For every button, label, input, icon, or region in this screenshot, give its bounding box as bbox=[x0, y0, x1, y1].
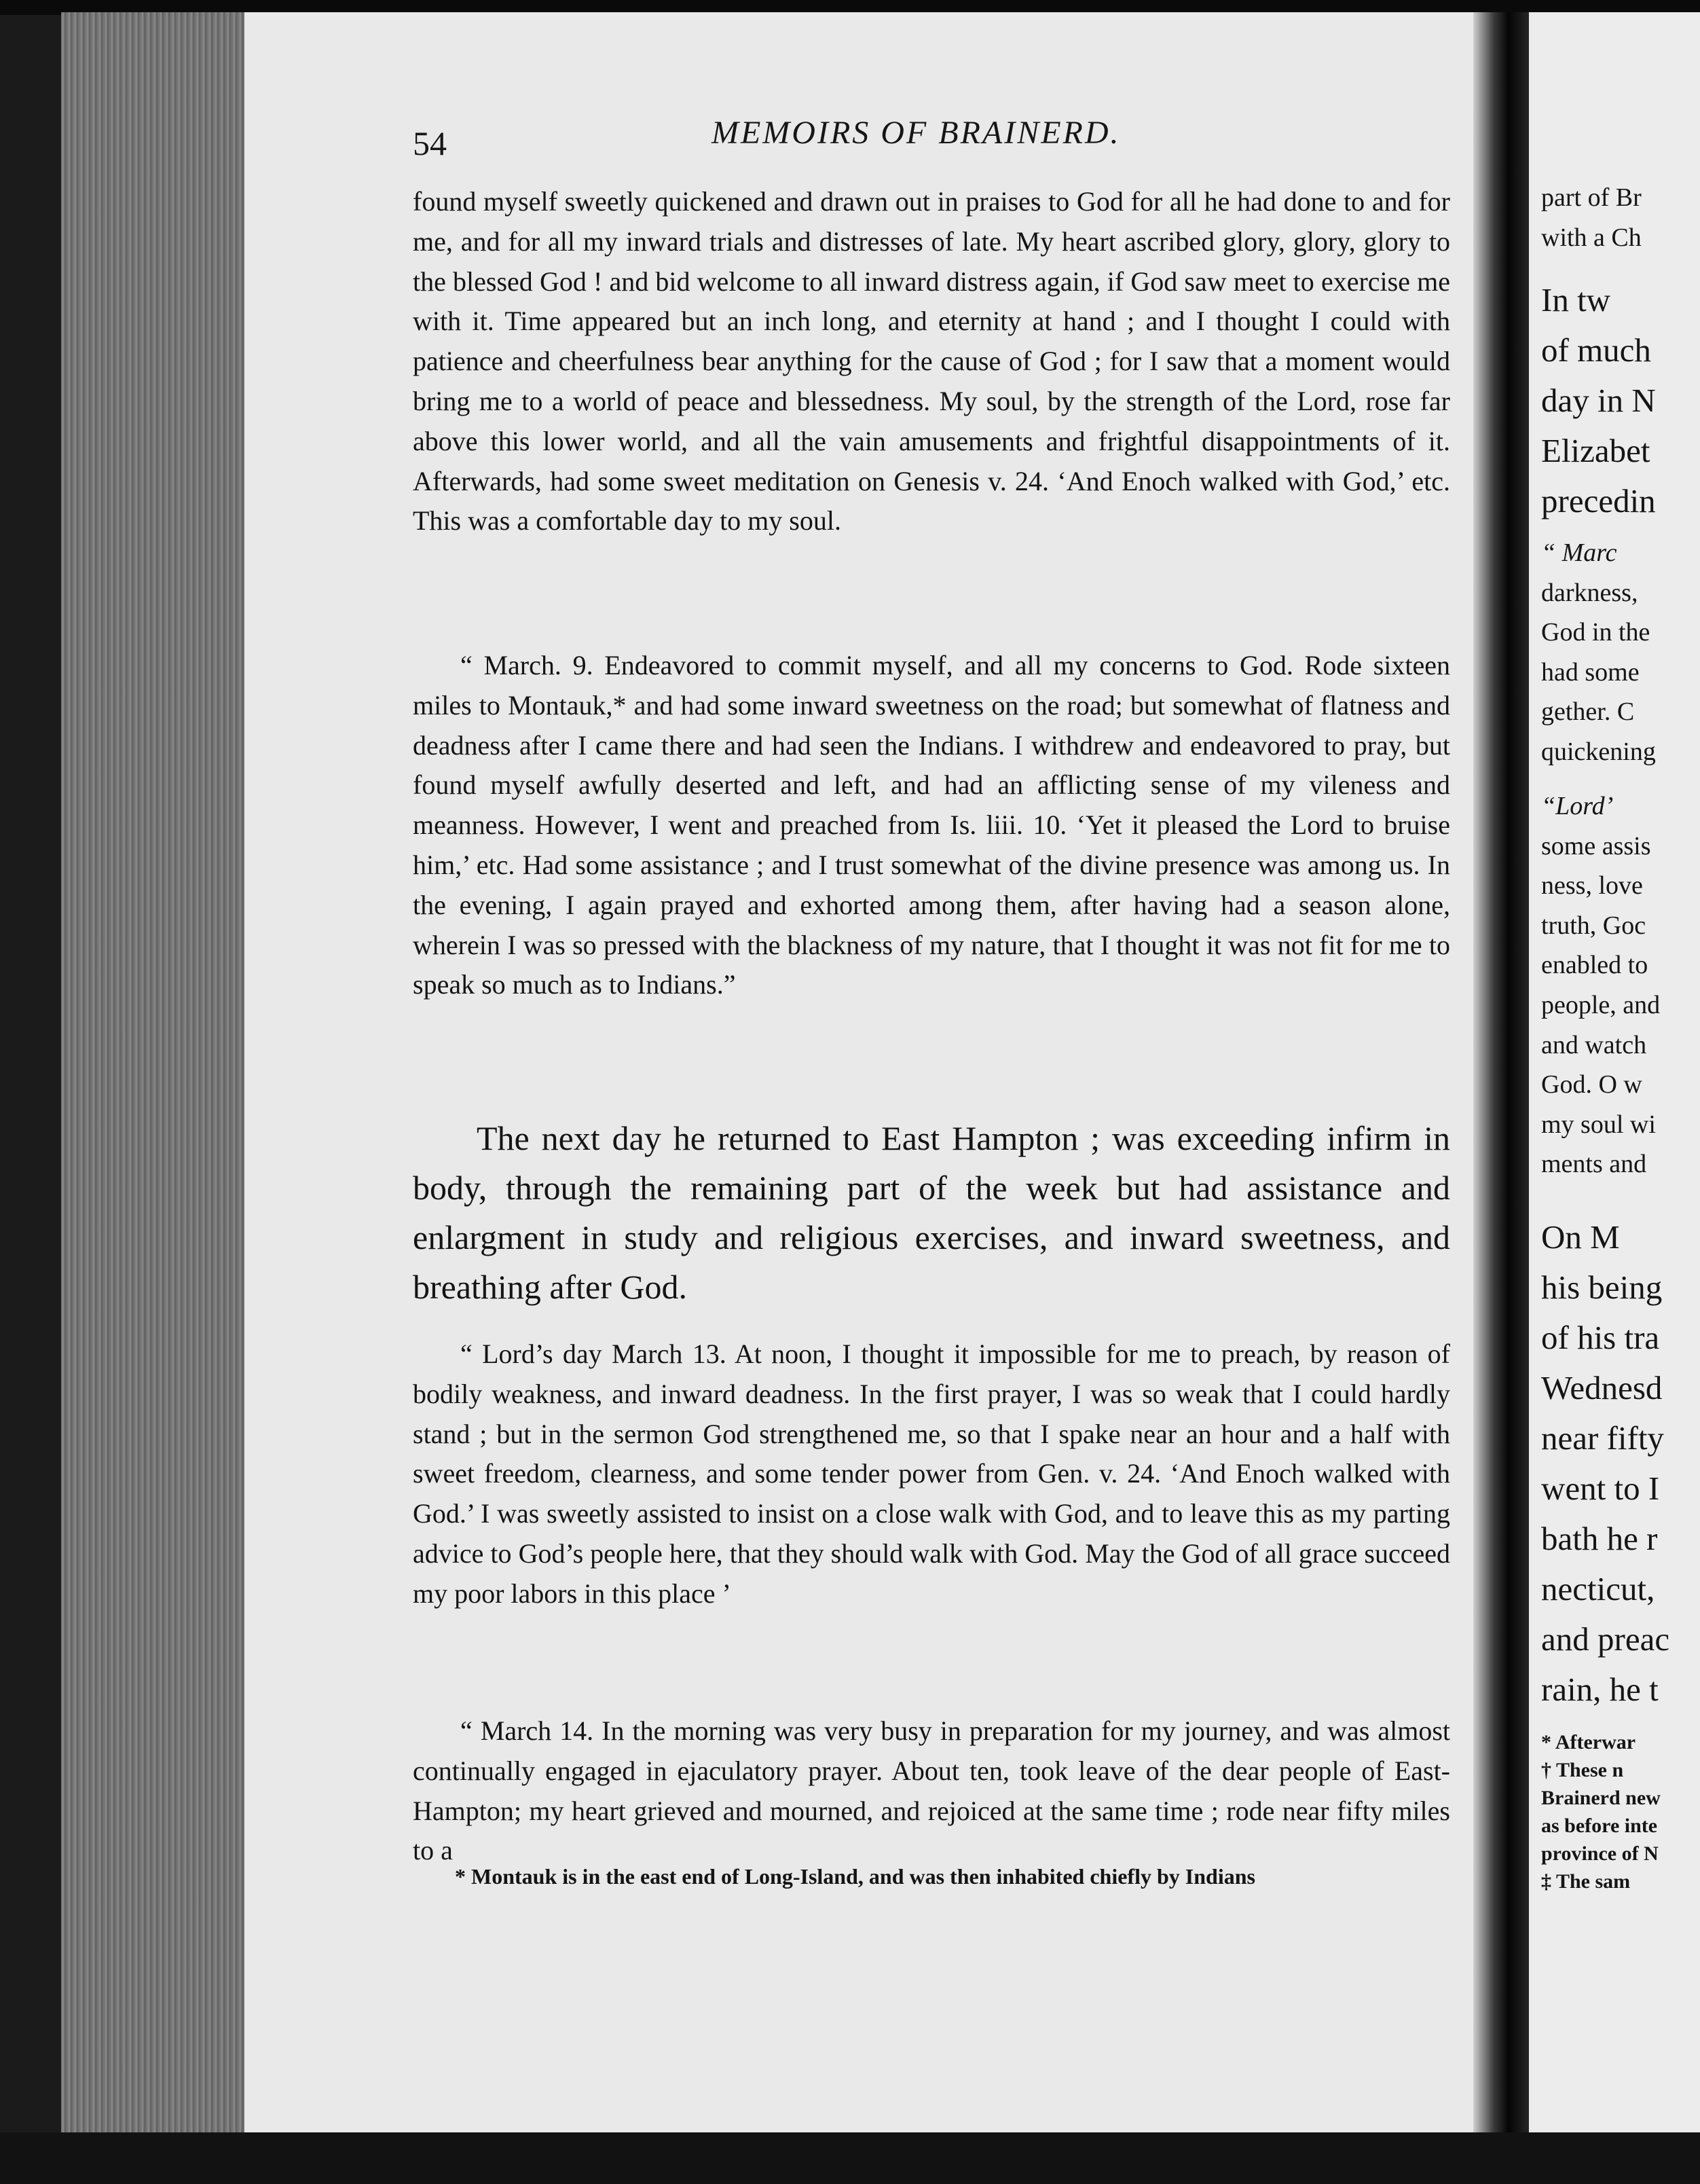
scan-bottom-edge bbox=[0, 2132, 1700, 2184]
right-line: God in the bbox=[1541, 618, 1650, 647]
right-line: God. O w bbox=[1541, 1070, 1642, 1099]
right-line: some assis bbox=[1541, 831, 1651, 860]
right-line: ments and bbox=[1541, 1150, 1647, 1179]
right-line: Wednesd bbox=[1541, 1369, 1663, 1406]
footnote: * Montauk is in the east end of Long-Island, and was then inhabited chiefly by Indians bbox=[455, 1864, 1255, 1889]
right-line: darkness, bbox=[1541, 578, 1638, 607]
paragraph-march-14: “ March 14. In the morning was very busy in preparation for my journey, and was almost continually engaged in ejaculatory prayer. About ten, took leave of the dear people of East-Hampton; my heart grieved and mourned, and rejoiced at the same time ; rode near fifty miles to a bbox=[413, 1715, 1450, 1866]
right-para-2 bbox=[1541, 533, 1700, 772]
right-line: and watch bbox=[1541, 1030, 1647, 1059]
right-footnote-line: province of N bbox=[1541, 1842, 1659, 1865]
right-footnote-line: * Afterwar bbox=[1541, 1731, 1636, 1753]
paragraph: found myself sweetly quickened and drawn out in praises to God for all he had done to and for me, and for all my inward trials and distresses of late. My heart ascribed glory, glory, glory to the blessed God ! and bid welcome to all inward distress again, if God saw meet to exercise me with it. Time appeared but an inch long, and eternity at hand ; and I thought I could with patience and cheerfulness bear anything for the cause of God ; for I saw that a moment would bring me to a world of peace and blessedness. My soul, by the strength of the Lord, rose far above this lower world, and all the vain amusements and frightful disappointments of it. Afterwards, had some sweet meditation on Genesis v. 24. ‘And Enoch walked with God,’ etc. This was a comfortable day to my soul. bbox=[413, 186, 1450, 536]
right-line: rain, he t bbox=[1541, 1671, 1659, 1708]
text-block-5 bbox=[413, 1711, 1450, 1871]
right-line: truth, Goc bbox=[1541, 911, 1646, 940]
right-line: necticut, bbox=[1541, 1570, 1655, 1607]
running-head: MEMOIRS OF BRAINERD. bbox=[712, 115, 1121, 151]
right-line: Elizabet bbox=[1541, 432, 1650, 469]
right-line: gether. C bbox=[1541, 697, 1635, 727]
page-number: 54 bbox=[413, 124, 447, 162]
right-line: near fifty bbox=[1541, 1419, 1664, 1457]
right-line: day in N bbox=[1541, 382, 1656, 419]
right-line: of much bbox=[1541, 331, 1651, 369]
page-header bbox=[413, 109, 1445, 163]
right-line: my soul wi bbox=[1541, 1110, 1656, 1139]
right-line: went to I bbox=[1541, 1470, 1660, 1507]
text-block-1 bbox=[413, 182, 1450, 541]
right-line: precedin bbox=[1541, 482, 1656, 520]
right-footnotes bbox=[1541, 1728, 1700, 1895]
right-footnote-line: ‡ The sam bbox=[1541, 1870, 1631, 1893]
right-line: and preac bbox=[1541, 1620, 1670, 1658]
right-para-4 bbox=[1541, 1212, 1700, 1715]
right-line: people, and bbox=[1541, 990, 1661, 1019]
right-line: “Lord’ bbox=[1541, 792, 1614, 820]
right-line: with a Ch bbox=[1541, 223, 1642, 252]
text-block-4 bbox=[413, 1334, 1450, 1614]
right-line: ness, love bbox=[1541, 871, 1643, 900]
right-footnote-line: † These n bbox=[1541, 1759, 1624, 1781]
right-line: enabled to bbox=[1541, 951, 1648, 980]
page-edges bbox=[61, 12, 265, 2134]
narrative-paragraph: The next day he returned to East Hampton ; was exceeding infirm in body, through the remaining part of the week but had assistance and enlargment in study and religious exercises, and inward sweetness, and breathing after God. bbox=[413, 1119, 1450, 1306]
right-line: part of Br bbox=[1541, 183, 1642, 212]
right-line: his being bbox=[1541, 1269, 1663, 1306]
right-line: In tw bbox=[1541, 281, 1611, 318]
right-footnote-line: as before inte bbox=[1541, 1815, 1658, 1837]
right-footnote-line: Brainerd new bbox=[1541, 1787, 1661, 1809]
text-block-2 bbox=[413, 646, 1450, 1005]
right-line: “ Marc bbox=[1541, 539, 1617, 567]
paragraph-march-9: “ March. 9. Endeavored to commit myself, and all my concerns to God. Rode sixteen miles to Montauk,* and had some inward sweetness on the road; but somewhat of flatness and deadness after I came there and had seen the Indians. I withdrew and endeavored to pray, but found myself awfully deserted and left, and had an afflicting sense of my vileness and meanness. However, I went and preached from Is. liii. 10. ‘Yet it pleased the Lord to bruise him,’ etc. Had some assistance ; and I trust somewhat of the divine presence was among us. In the evening, I again prayed and exhorted among them, after having had a season alone, wherein I was so pressed with the blackness of my nature, that I thought it was not fit for me to speak so much as to Indians.” bbox=[413, 650, 1450, 1000]
right-para-3 bbox=[1541, 786, 1700, 1184]
right-line: quickening bbox=[1541, 737, 1656, 766]
right-top-lines bbox=[1541, 178, 1700, 257]
paragraph-march-13: “ Lord’s day March 13. At noon, I thought it impossible for me to preach, by reason of bodily weakness, and inward deadness. In the first prayer, I was so weak that I could hardly stand ; but in the sermon God strengthened me, so that I spake near an hour and a half with sweet freedom, clearness, and some tender power from Gen. v. 24. ‘And Enoch walked with God.’ I was sweetly assisted to insist on a close walk with God, and to leave this as my parting advice to God’s people here, that they should walk with God. May the God of all grace succeed my poor labors in this place ’ bbox=[413, 1339, 1450, 1609]
right-line: bath he r bbox=[1541, 1520, 1658, 1557]
right-line: had some bbox=[1541, 657, 1640, 687]
right-line: of his tra bbox=[1541, 1319, 1660, 1356]
right-line: On M bbox=[1541, 1218, 1620, 1256]
book-gutter bbox=[1473, 12, 1532, 2138]
text-block-3 bbox=[413, 1114, 1450, 1312]
right-para-1 bbox=[1541, 275, 1700, 526]
